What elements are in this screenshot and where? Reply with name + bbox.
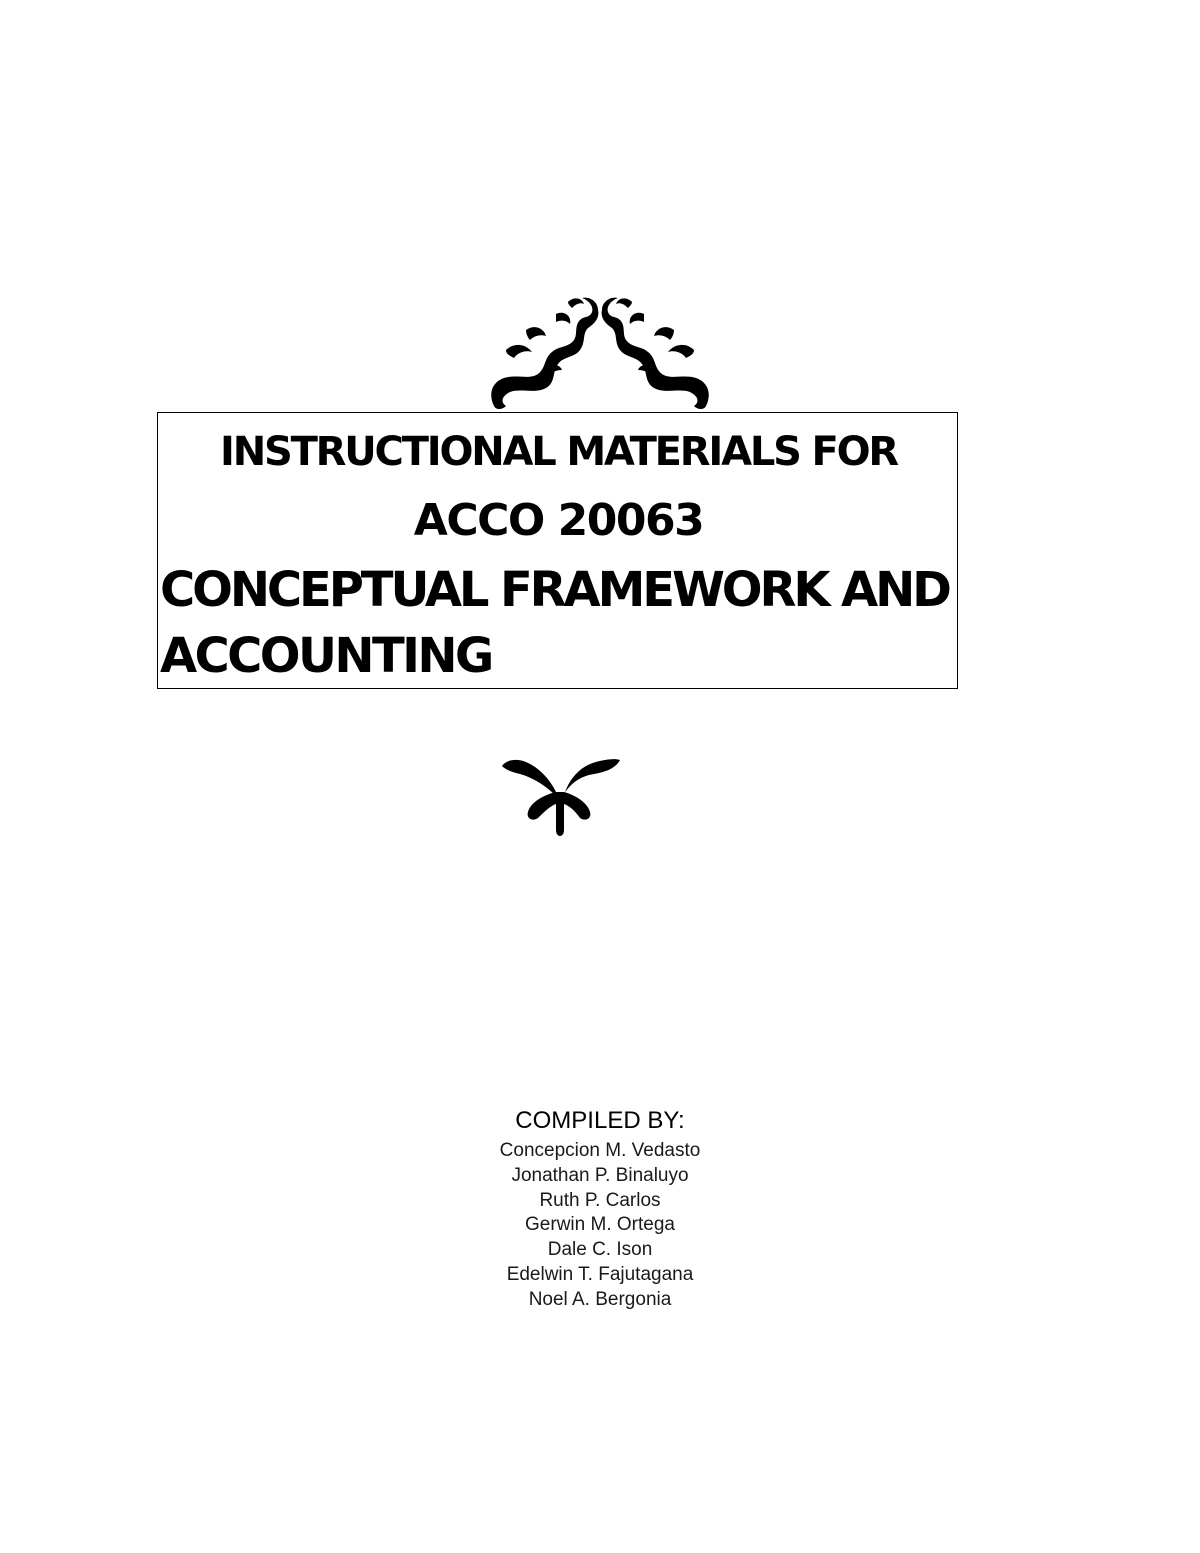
compiled-by-heading: COMPILED BY: [515, 1107, 685, 1134]
compiler-name: Ruth P. Carlos [539, 1189, 661, 1211]
title-box [157, 412, 958, 689]
compiler-name: Concepcion M. Vedasto [499, 1140, 701, 1161]
compiler-name: Noel A. Bergonia [528, 1288, 672, 1310]
course-title-line-2: ACCOUNTING [160, 628, 492, 684]
floral-flourish-icon [486, 290, 714, 412]
compiler-list [300, 1139, 900, 1313]
compiler-name: Edelwin T. Fajutagana [506, 1263, 694, 1285]
leaf-sprig-icon [500, 756, 622, 836]
course-title-line-1: CONCEPTUAL FRAMEWORK AND [160, 562, 949, 618]
compiler-name: Gerwin M. Ortega [525, 1214, 675, 1236]
course-code: ACCO 20063 [413, 495, 704, 546]
title-line-1: INSTRUCTIONAL MATERIALS FOR [220, 429, 897, 475]
compiled-by-section [300, 1106, 900, 1313]
compiler-name: Dale C. Ison [547, 1239, 653, 1261]
compiler-name: Jonathan P. Binaluyo [511, 1164, 689, 1186]
